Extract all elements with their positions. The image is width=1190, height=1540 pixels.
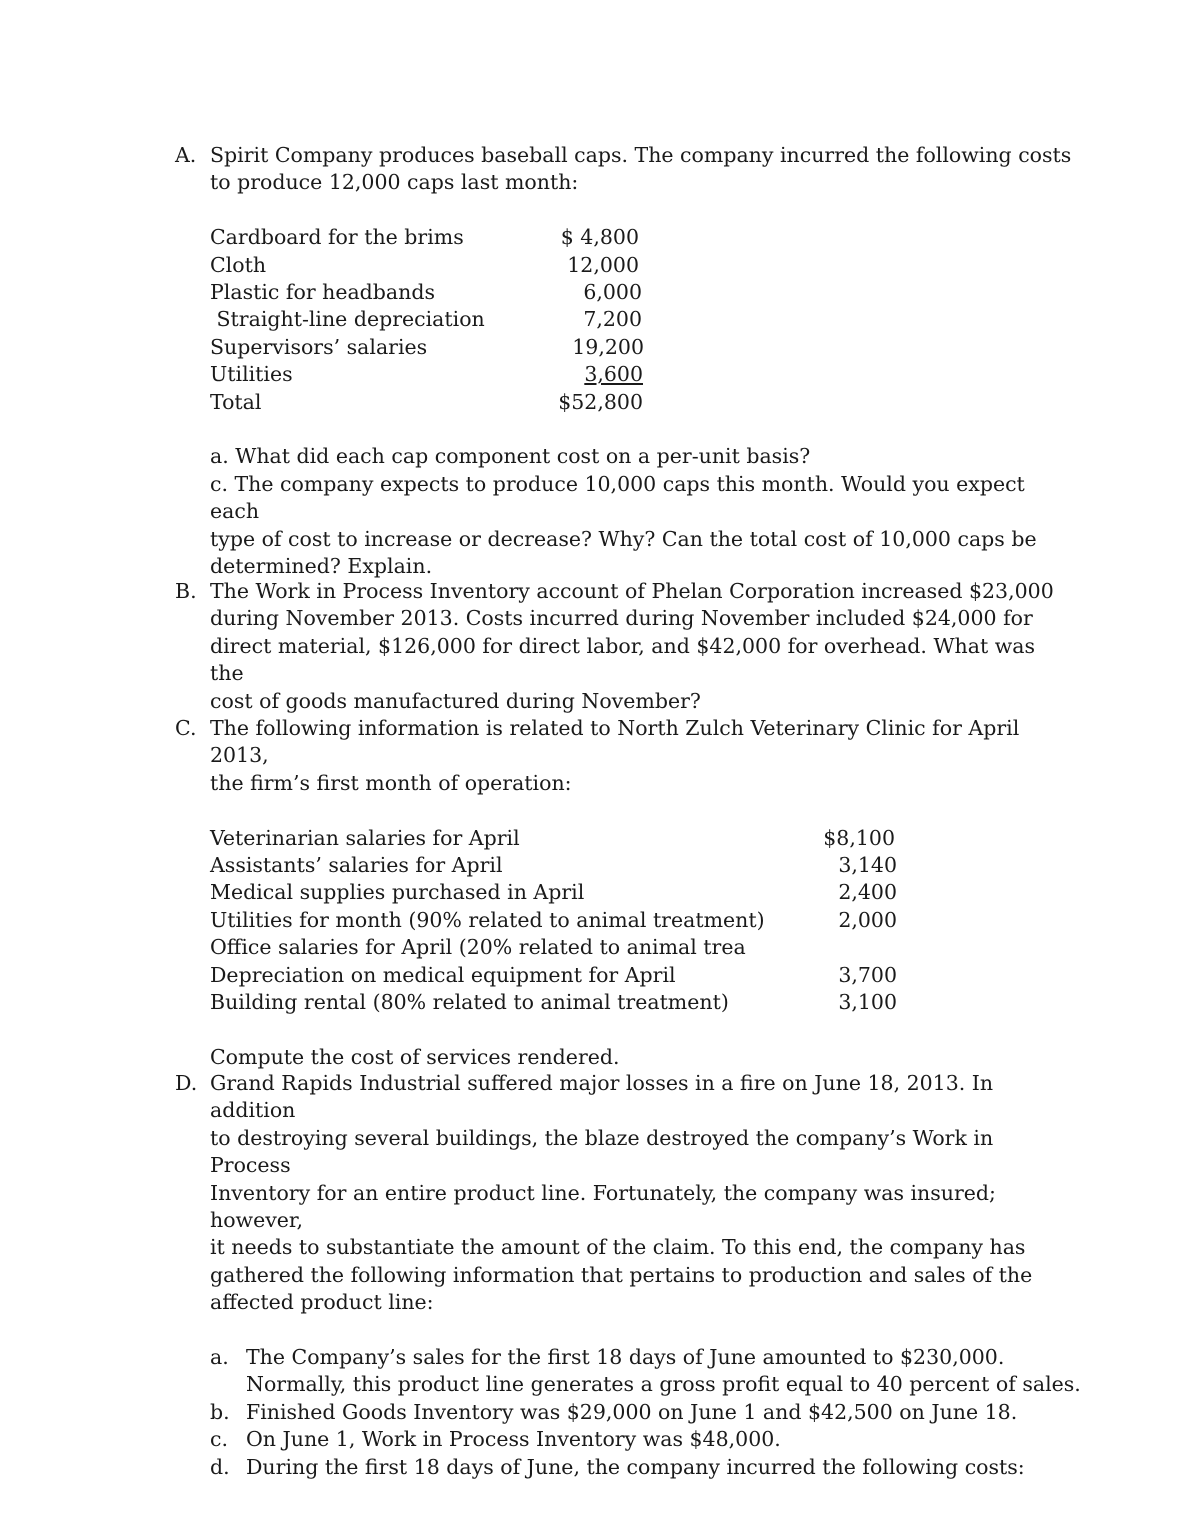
cost-row [210,334,1075,361]
clinic-value: 2,000 [838,907,897,932]
cost-label: Straight-line depreciation [210,307,485,332]
cap-cost-table [210,224,1075,416]
cost-value: 12,000 [567,252,639,277]
cost-row [210,361,1075,388]
list-item-text: Finished Goods Inventory was $29,000 on June 1 and $42,500 on June 18. [246,1399,1018,1424]
list-item [210,1426,1075,1453]
cost-value: $ 4,800 [560,225,639,250]
clinic-label: Utilities for month (90% related to animal treatment) [210,907,765,932]
clinic-label: Medical supplies purchased in April [210,880,585,905]
list-item-text: The Company’s sales for the first 18 days of June amounted to $230,000. [246,1345,1005,1370]
clinic-label: Veterinarian salaries for April [210,825,520,850]
list-item-text: During the first 18 days of June, the company incurred the following costs: [246,1454,1025,1479]
cost-label: Cardboard for the brims [210,225,464,250]
list-item-mark: b. [210,1399,230,1424]
list-item-text: On June 1, Work in Process Inventory was $48,000. [246,1427,781,1452]
cost-row [210,252,1075,279]
cost-label: Supervisors’ salaries [210,334,428,359]
problem-a-intro: Spirit Company produces baseball caps. The company incurred the following costs to produce 12,000 caps last month: [210,143,1072,195]
problem-c-question: Compute the cost of services rendered. [210,1044,620,1069]
list-item-mark: a. [210,1345,229,1370]
cost-value: 7,200 [583,307,642,332]
clinic-value: 3,140 [838,853,897,877]
problem-a-questions: a. What did each cap component cost on a per-unit basis? c. The company expects to produce 10,000 caps this month. Would you expect each type of cost to increase or decrease? Why? Can the total cost of 10,000 caps be determined? Explain. [210,444,1037,578]
clinic-row [210,989,1075,1016]
cost-row [210,279,1075,306]
cost-value: 3,600 [584,362,643,387]
list-item [210,1454,1075,1481]
cost-total-value: $52,800 [558,389,643,414]
cost-value: 6,000 [583,279,642,304]
clinic-value: 2,400 [838,880,897,905]
list-item [210,1399,1075,1426]
clinic-row [210,907,1075,934]
problem-d-marker: D. [175,1071,198,1095]
list-item [210,1344,1081,1399]
clinic-value: 3,100 [838,989,897,1014]
clinic-row [210,934,1075,961]
cost-label: Utilities [210,362,293,387]
cost-row [210,306,1075,333]
cost-label: Cloth [210,252,267,277]
problem-c-marker: C. [175,716,197,740]
clinic-cost-table [210,825,1075,1017]
clinic-row [210,879,1075,906]
problem-c-intro: The following information is related to North Zulch Veterinary Clinic for April 2013, the firm’s first month of operation: [210,716,1020,795]
cost-label: Plastic for headbands [210,279,435,304]
clinic-label: Depreciation on medical equipment for April [210,962,676,987]
cost-row [210,224,1075,251]
clinic-label: Building rental (80% related to animal treatment) [210,989,729,1014]
clinic-row [210,852,1075,879]
clinic-label: Assistants’ salaries for April [210,853,503,877]
list-item-mark: d. [210,1454,230,1479]
problem-d-intro: Grand Rapids Industrial suffered major losses in a fire on June 18, 2013. In addition to destroying several buildings, the blaze destroyed the company’s Work in Process Inventory for an entire product line. Fortunately, the company was insured; however, it needs to substantiate the amount of the claim. To this end, the company has gathered the following information that pertains to production and sales of the affected product line: [210,1071,1033,1315]
list-item-text: Normally, this product line generates a gross profit equal to 40 percent of sales. [246,1372,1081,1397]
cost-label: Total [210,389,262,414]
cost-total-row [210,389,1075,416]
clinic-row [210,962,1075,989]
problem-d-list [210,1344,1081,1481]
list-item-mark: c. [210,1427,228,1452]
clinic-row [210,825,1075,852]
problem-b-marker: B. [175,579,197,603]
clinic-value: $8,100 [823,825,895,850]
clinic-label: Office salaries for April (20% related to animal trea [210,935,746,960]
cost-value: 19,200 [572,334,644,359]
problem-a-marker: A. [175,143,197,167]
problem-b-text: The Work in Process Inventory account of Phelan Corporation increased $23,000 during November 2013. Costs incurred during November included $24,000 for direct material, $126,000 for direct labor, and $42,000 for overhead. What was the cost of goods manufactured during November? [210,579,1054,713]
clinic-value: 3,700 [838,962,897,987]
